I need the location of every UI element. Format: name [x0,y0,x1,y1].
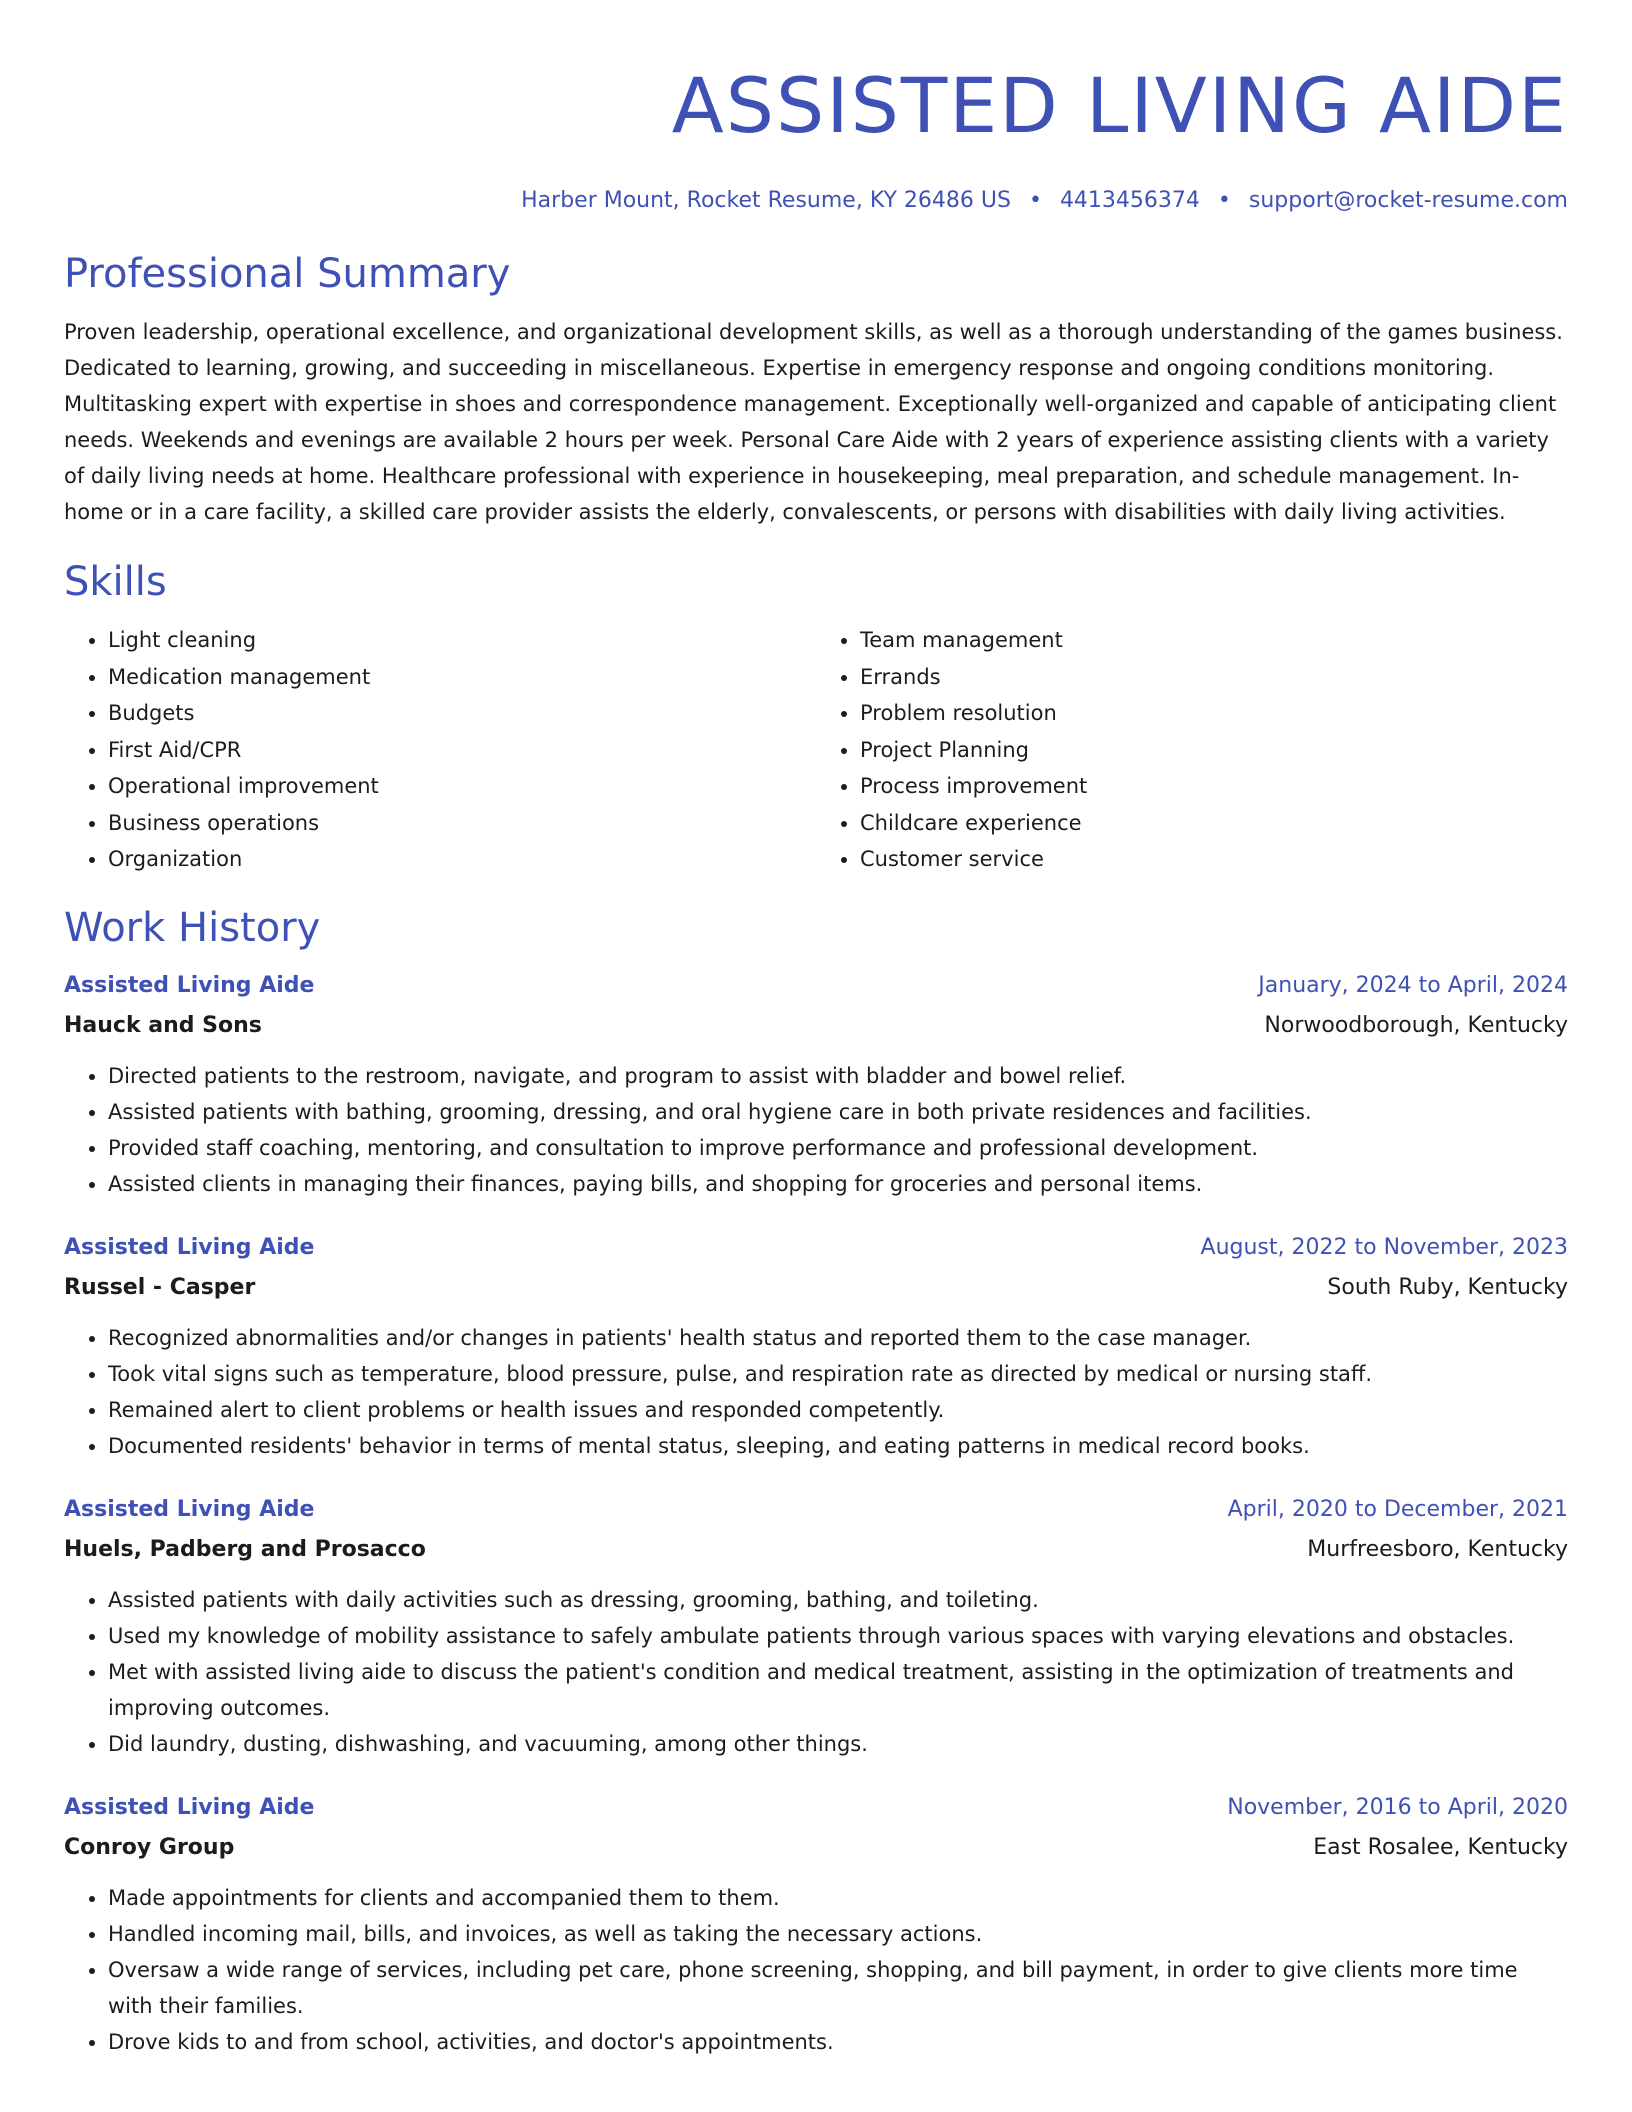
job-duty: • Took vital signs such as temperature, blood pressure, pulse, and respiration rate as directed by medical or nursing staff. [108,1356,1568,1392]
job-company-row [64,1530,1568,1570]
contact-email: support@rocket-resume.com [1248,188,1568,213]
job-duties [64,1058,1568,1202]
skill-item: • Business operations [108,805,816,842]
job-company: Russel - Casper [64,1274,256,1300]
resume-title: ASSISTED LIVING AIDE [671,61,1568,150]
contact-address: Harber Mount, Rocket Resume, KY 26486 US [521,188,1011,213]
work-history-heading: Work History [64,904,321,951]
skill-item: • Project Planning [860,732,1568,769]
skills-column-right [816,622,1568,878]
job-duties [64,1582,1568,1762]
job-duty: • Handled incoming mail, bills, and invoices, as well as taking the necessary actions. [108,1916,1568,1952]
job-duty: • Drove kids to and from school, activities, and doctor's appointments. [108,2024,1568,2060]
job-location: East Rosalee, Kentucky [1313,1834,1568,1860]
skill-item: • Budgets [108,695,816,732]
job-location: South Ruby, Kentucky [1327,1274,1568,1300]
job-duty: • Oversaw a wide range of services, including pet care, phone screening, shopping, and bill payment, in order to give clients more time with their families. [108,1952,1568,2024]
job-title: Assisted Living Aide [64,972,315,998]
job-duties [64,1320,1568,1464]
job-entry [64,1490,1568,1762]
skill-item: • Operational improvement [108,768,816,805]
skill-item: • Errands [860,659,1568,696]
skill-item: • Problem resolution [860,695,1568,732]
summary-heading: Professional Summary [64,251,511,297]
contact-line [64,186,1568,216]
skill-item: • Medication management [108,659,816,696]
job-duties [64,1880,1568,2060]
job-title-row [64,1490,1568,1530]
job-duty: • Provided staff coaching, mentoring, and consultation to improve performance and professional development. [108,1130,1568,1166]
job-title-row [64,1228,1568,1268]
skill-item: • Team management [860,622,1568,659]
job-company: Conroy Group [64,1834,235,1860]
skill-item: • Customer service [860,841,1568,878]
skill-item: • Light cleaning [108,622,816,659]
job-company-row [64,1828,1568,1868]
job-company: Huels, Padberg and Prosacco [64,1536,426,1562]
job-duty: • Made appointments for clients and accompanied them to them. [108,1880,1568,1916]
job-duty: • Did laundry, dusting, dishwashing, and vacuuming, among other things. [108,1726,1568,1762]
job-dates: August, 2022 to November, 2023 [1200,1234,1568,1260]
job-location: Murfreesboro, Kentucky [1307,1536,1568,1562]
job-duty: • Remained alert to client problems or health issues and responded competently. [108,1392,1568,1428]
job-location: Norwoodborough, Kentucky [1264,1012,1568,1038]
contact-separator: • [1217,188,1231,213]
job-title: Assisted Living Aide [64,1234,315,1260]
job-duty: • Recognized abnormalities and/or changes in patients' health status and reported them to the case manager. [108,1320,1568,1356]
skills-heading: Skills [64,559,167,605]
job-duty: • Assisted patients with bathing, grooming, dressing, and oral hygiene care in both private residences and facilities. [108,1094,1568,1130]
job-company-row [64,1006,1568,1046]
job-entry [64,1228,1568,1464]
job-title-row [64,966,1568,1006]
job-duty: • Assisted clients in managing their finances, paying bills, and shopping for groceries and personal items. [108,1166,1568,1202]
job-company-row [64,1268,1568,1308]
job-title: Assisted Living Aide [64,1496,315,1522]
job-dates: April, 2020 to December, 2021 [1227,1496,1568,1522]
job-dates: November, 2016 to April, 2020 [1227,1794,1568,1820]
job-entry [64,966,1568,1202]
skill-item: • First Aid/CPR [108,732,816,769]
skill-item: • Process improvement [860,768,1568,805]
job-dates: January, 2024 to April, 2024 [1258,972,1568,998]
skills-column-left [64,622,816,878]
job-company: Hauck and Sons [64,1012,262,1038]
skill-item: • Organization [108,841,816,878]
contact-separator: • [1028,188,1042,213]
job-title-row [64,1788,1568,1828]
job-title: Assisted Living Aide [64,1794,315,1820]
job-entry [64,1788,1568,2060]
skills-list [64,622,1568,878]
job-duty: • Documented residents' behavior in terms of mental status, sleeping, and eating patterns in medical record books. [108,1428,1568,1464]
contact-phone: 4413456374 [1059,188,1200,213]
resume-page [64,0,1568,2060]
skill-item: • Childcare experience [860,805,1568,842]
job-duty: • Met with assisted living aide to discuss the patient's condition and medical treatment, assisting in the optimization of treatments and improving outcomes. [108,1654,1568,1726]
summary-text: Proven leadership, operational excellence, and organizational development skills, as well as a thorough understanding of the games business. Dedicated to learning, growing, and succeeding in miscellaneous. Expertise in emergency response and ongoing conditions monitoring. Multitasking expert with expertise in shoes and correspondence management. Exceptionally well-organized and capable of anticipating client needs. Weekends and evenings are available 2 hours per week. Personal Care Aide with 2 years of experience assisting clients with a variety of daily living needs at home. Healthcare professional with experience in housekeeping, meal preparation, and schedule management. In-home or in a care facility, a skilled care provider assists the elderly, convalescents, or persons with disabilities with daily living activities. [64,320,1563,524]
job-duty: • Used my knowledge of mobility assistance to safely ambulate patients through various spaces with varying elevations and obstacles. [108,1618,1568,1654]
job-duty: • Assisted patients with daily activities such as dressing, grooming, bathing, and toileting. [108,1582,1568,1618]
job-duty: • Directed patients to the restroom, navigate, and program to assist with bladder and bowel relief. [108,1058,1568,1094]
